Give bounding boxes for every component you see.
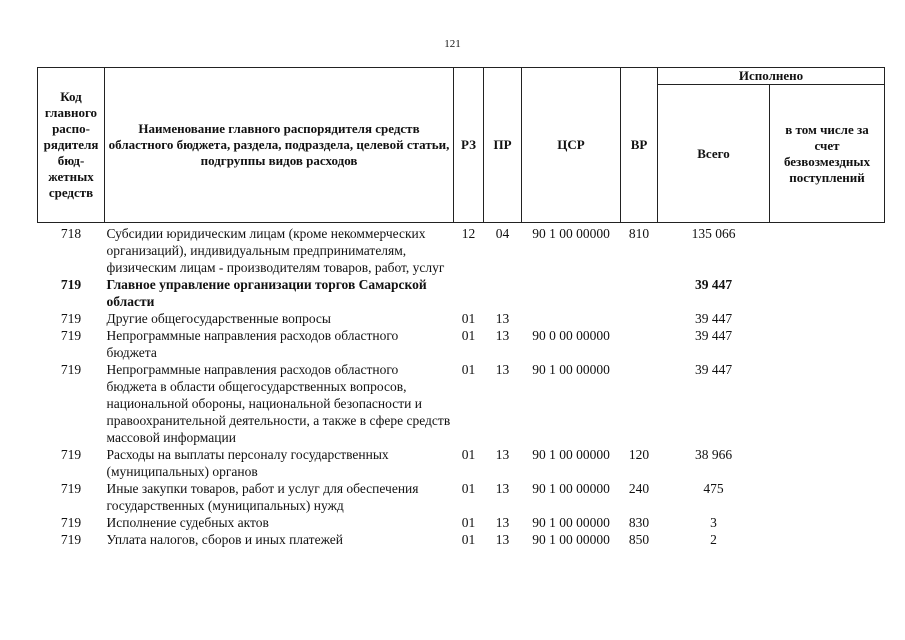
cell-pr: 13	[495, 447, 510, 462]
cell-rz: 01	[461, 515, 476, 530]
cell-free	[770, 223, 885, 277]
page-number: 121	[444, 38, 461, 50]
cell-name: Расходы на выплаты персоналу государственных (муниципальных) органов	[106, 447, 389, 479]
cell-vr: 810	[628, 226, 650, 241]
cell-rz: 01	[461, 532, 476, 547]
cell-vr: 830	[628, 515, 650, 530]
cell-rz	[454, 276, 484, 310]
cell-code: 718	[60, 226, 82, 241]
cell-csr: 90 1 00 00000	[532, 226, 610, 241]
cell-free	[770, 276, 885, 310]
cell-vr: 120	[628, 447, 650, 462]
cell-pr: 13	[495, 362, 510, 377]
cell-csr: 90 1 00 00000	[532, 481, 610, 496]
cell-total: 39 447	[694, 328, 733, 343]
cell-name: Исполнение судебных актов	[106, 515, 269, 530]
cell-total: 39 447	[694, 277, 733, 292]
cell-free	[770, 310, 885, 327]
cell-total: 3	[710, 515, 717, 530]
header-pr: ПР	[484, 68, 522, 223]
cell-total: 475	[703, 481, 724, 496]
header-vr: ВР	[621, 68, 658, 223]
cell-name: Непрограммные направления расходов областного бюджета в области общегосударственных вопросов, национальной обороны, национальной безопасности и правоохранительной деятельности, а также в сфере средств массовой информации	[106, 362, 451, 445]
table-row	[38, 480, 885, 514]
table-row	[38, 327, 885, 361]
table-row	[38, 223, 885, 277]
cell-name: Главное управление организации торгов Самарской области	[106, 277, 427, 309]
header-csr: ЦСР	[522, 68, 621, 223]
cell-pr: 13	[495, 328, 510, 343]
table-row	[38, 531, 885, 548]
cell-csr: 90 1 00 00000	[532, 532, 610, 547]
cell-csr	[522, 276, 621, 310]
cell-free	[770, 531, 885, 548]
cell-free	[770, 327, 885, 361]
table-row	[38, 446, 885, 480]
cell-vr	[621, 310, 658, 327]
cell-vr	[621, 276, 658, 310]
cell-code: 719	[60, 447, 82, 462]
header-free: в том числе за счет безвозмездных поступлений	[770, 85, 885, 223]
table-body	[38, 223, 885, 549]
cell-name: Иные закупки товаров, работ и услуг для обеспечения государственных (муниципальных) нужд	[106, 481, 419, 513]
header-total: Всего	[658, 85, 770, 223]
cell-name: Уплата налогов, сборов и иных платежей	[106, 532, 343, 547]
cell-rz: 01	[461, 362, 476, 377]
cell-rz: 01	[461, 328, 476, 343]
cell-free	[770, 446, 885, 480]
cell-code: 719	[60, 311, 82, 326]
table-row	[38, 310, 885, 327]
cell-code: 719	[60, 532, 82, 547]
cell-code: 719	[60, 362, 82, 377]
cell-csr	[522, 310, 621, 327]
cell-total: 38 966	[694, 447, 733, 462]
cell-free	[770, 480, 885, 514]
cell-rz: 01	[461, 481, 476, 496]
cell-csr: 90 1 00 00000	[532, 447, 610, 462]
table-row	[38, 514, 885, 531]
table-row	[38, 361, 885, 446]
cell-csr: 90 0 00 00000	[532, 328, 610, 343]
cell-csr: 90 1 00 00000	[532, 515, 610, 530]
cell-total: 39 447	[694, 311, 733, 326]
header-name: Наименование главного распорядителя средств областного бюджета, раздела, подраздела, целевой статьи, подгруппы видов расходов	[105, 68, 454, 223]
cell-vr: 850	[628, 532, 650, 547]
header-code: Код главного распо-рядителя бюд-жетных средств	[38, 68, 105, 223]
cell-name: Субсидии юридическим лицам (кроме некоммерческих организаций), индивидуальным предпринимателям, физическим лицам - производителям товаров, работ, услуг	[106, 226, 445, 275]
header-executed: Исполнено	[658, 68, 885, 85]
cell-total: 2	[710, 532, 717, 547]
cell-total: 135 066	[691, 226, 736, 241]
cell-pr: 13	[495, 515, 510, 530]
cell-total: 39 447	[694, 362, 733, 377]
cell-csr: 90 1 00 00000	[532, 362, 610, 377]
header-rz: РЗ	[454, 68, 484, 223]
cell-code: 719	[60, 328, 82, 343]
cell-vr	[621, 327, 658, 361]
cell-code: 719	[60, 481, 82, 496]
table-header	[38, 68, 885, 223]
cell-free	[770, 514, 885, 531]
budget-table	[37, 67, 885, 548]
cell-code: 719	[60, 277, 82, 292]
cell-pr: 13	[495, 311, 510, 326]
cell-pr: 04	[495, 226, 510, 241]
cell-free	[770, 361, 885, 446]
cell-rz: 01	[461, 311, 476, 326]
cell-pr	[484, 276, 522, 310]
cell-vr	[621, 361, 658, 446]
cell-pr: 13	[495, 532, 510, 547]
cell-name: Непрограммные направления расходов областного бюджета	[106, 328, 399, 360]
cell-vr: 240	[628, 481, 650, 496]
cell-rz: 12	[461, 226, 476, 241]
cell-pr: 13	[495, 481, 510, 496]
table-row	[38, 276, 885, 310]
cell-name: Другие общегосударственные вопросы	[106, 311, 331, 326]
cell-code: 719	[60, 515, 82, 530]
cell-rz: 01	[461, 447, 476, 462]
